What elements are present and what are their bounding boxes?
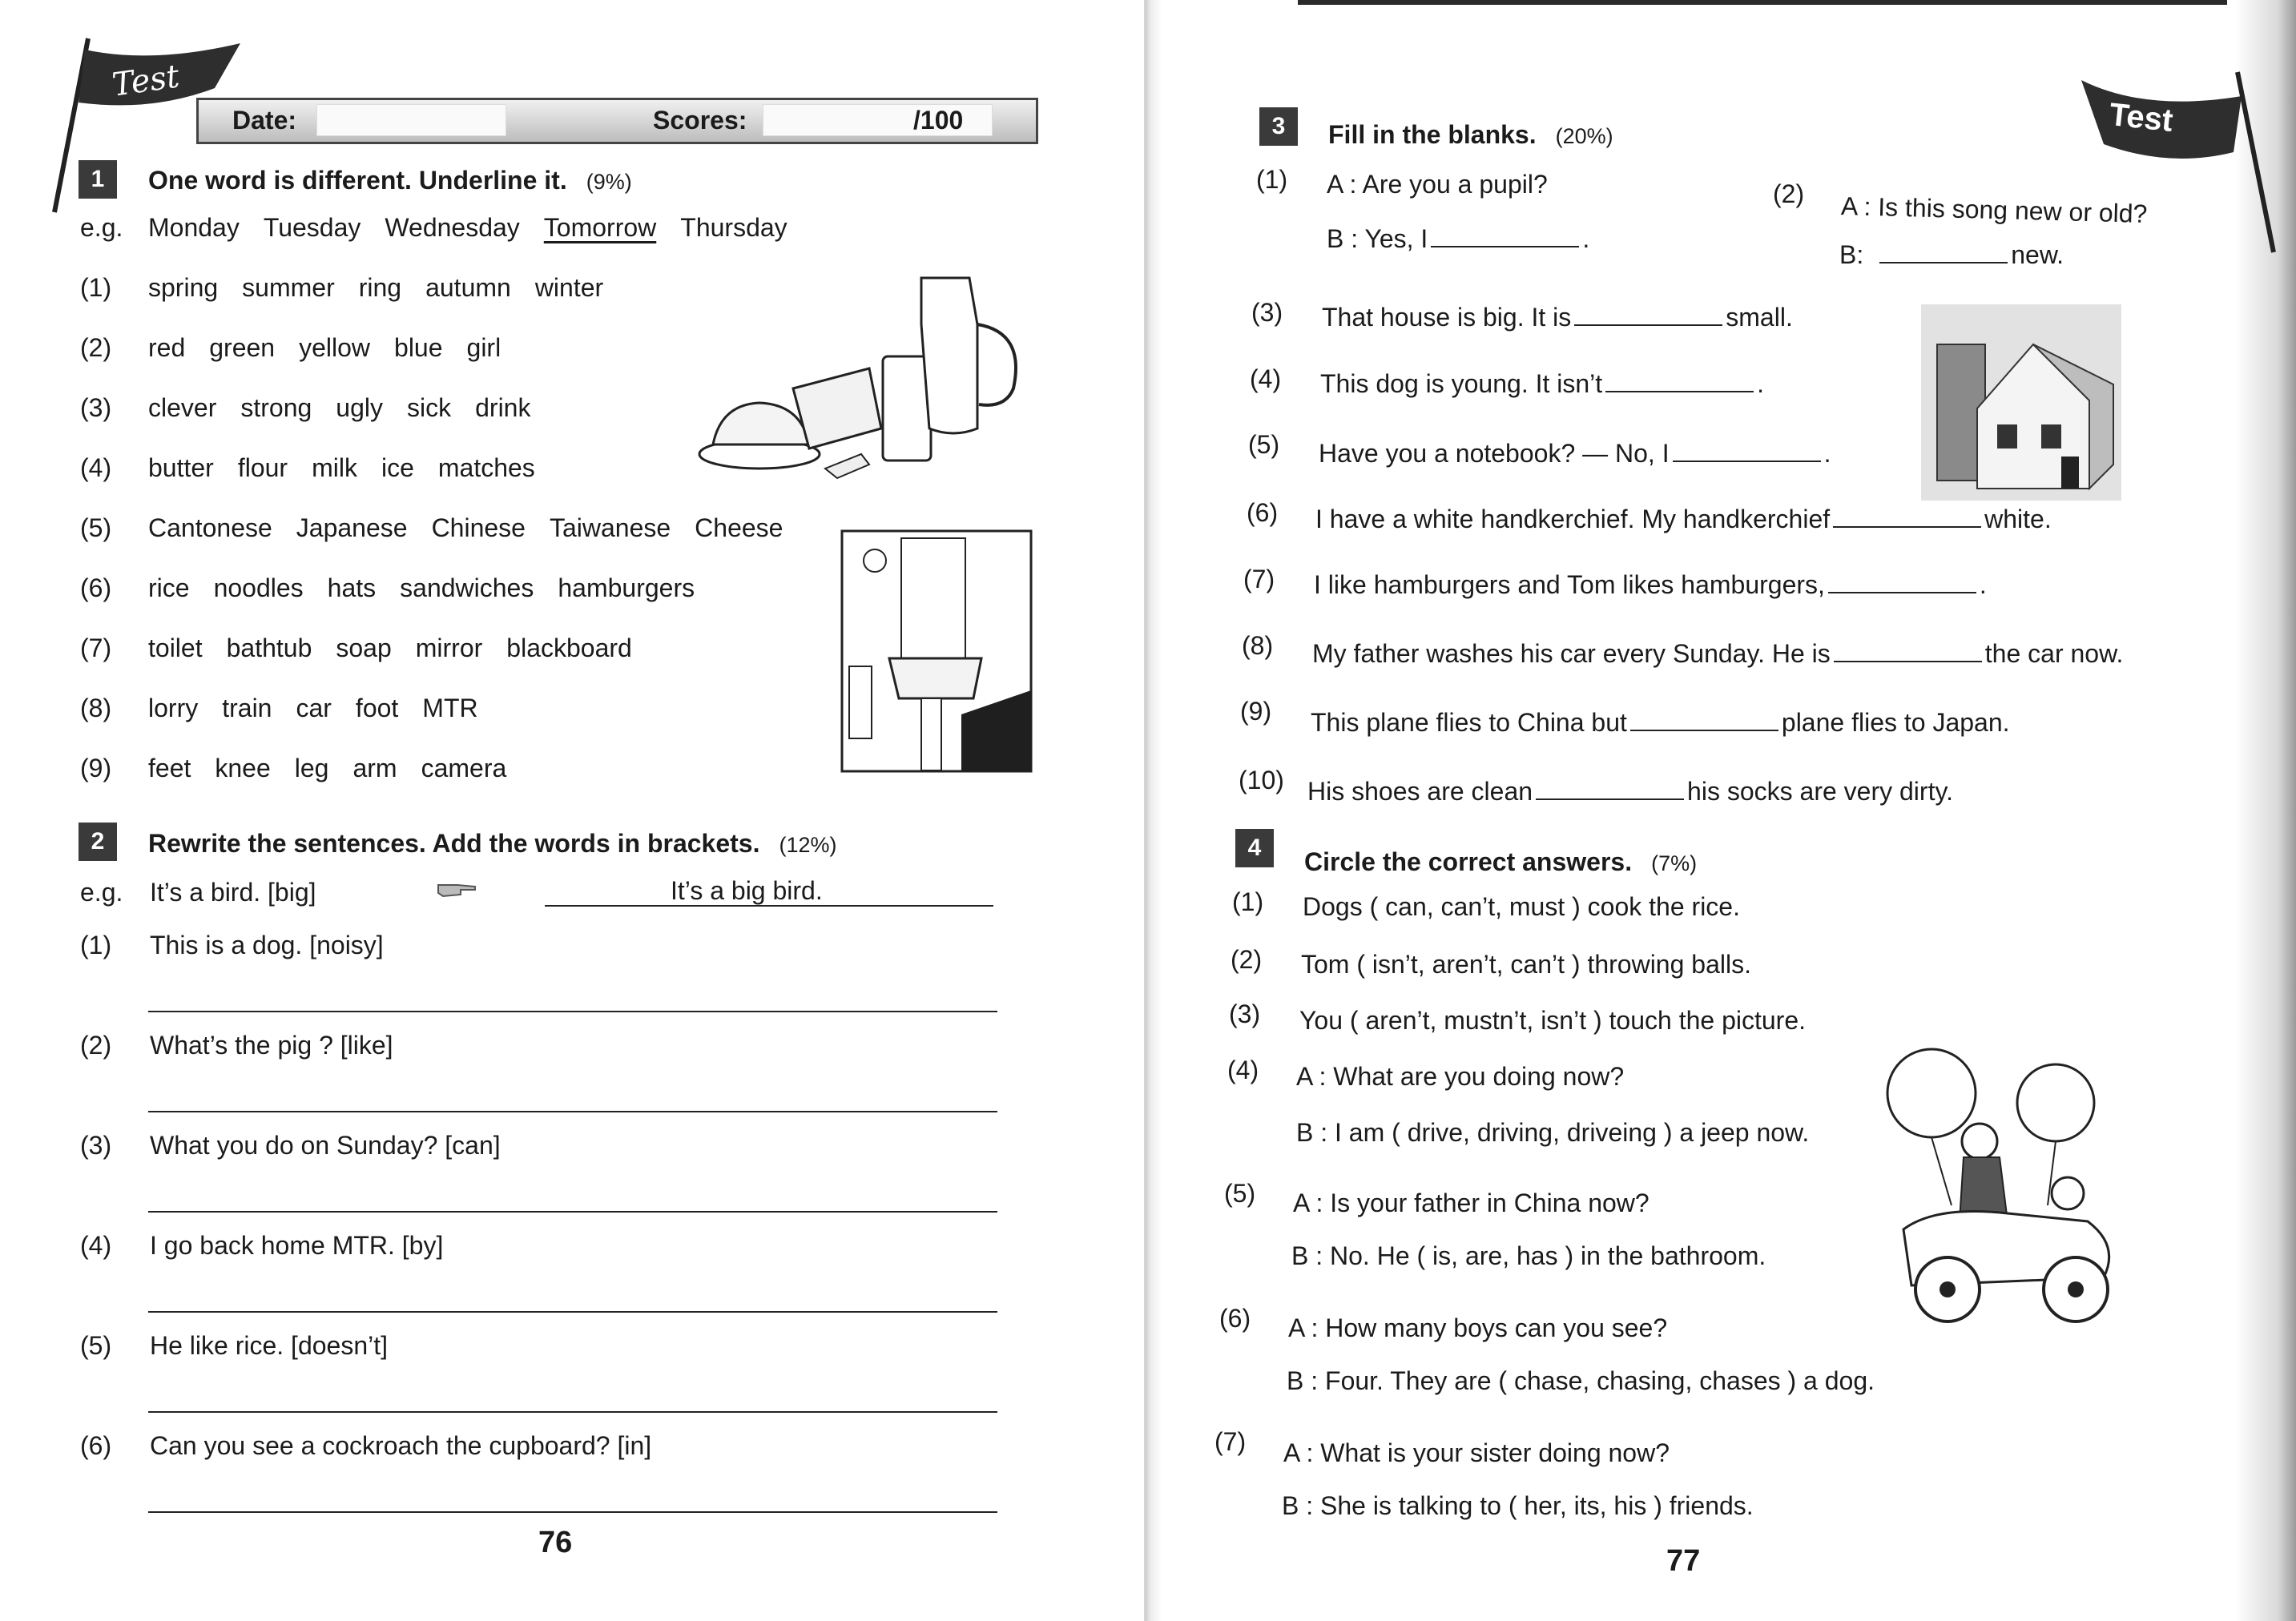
word[interactable]: noodles <box>213 573 304 602</box>
blank-before: This plane flies to China but <box>1311 708 1627 737</box>
word[interactable]: flour <box>237 453 288 482</box>
item-number: (5) <box>80 1331 112 1360</box>
word[interactable]: knee <box>215 754 271 782</box>
word[interactable]: ring <box>358 273 402 302</box>
choice-sentence[interactable]: B : No. He ( is, are, has ) in the bathroom. <box>1291 1241 1766 1270</box>
item-number: (1) <box>1232 887 1264 916</box>
section-1-number: 1 <box>79 160 117 199</box>
item-number: (2) <box>1773 179 1805 208</box>
word[interactable]: leg <box>294 754 329 782</box>
right-page <box>1144 0 2296 1621</box>
choice-sentence[interactable]: B : Four. They are ( chase, chasing, chases ) a dog. <box>1287 1366 1875 1395</box>
item-number: (2) <box>80 333 112 362</box>
word-list <box>148 573 719 603</box>
answer-line[interactable] <box>148 1511 997 1513</box>
section-1-title-text: One word is different. Underline it. <box>148 166 567 195</box>
example-words <box>148 213 812 243</box>
section-1-percent: (9%) <box>586 170 632 194</box>
date-label: Date: <box>232 106 297 135</box>
left-page <box>0 0 1144 1621</box>
item-number: (5) <box>1248 430 1280 459</box>
rewrite-prompt: He like rice. [doesn’t] <box>150 1331 389 1360</box>
item-number: (4) <box>80 1231 112 1260</box>
item-number: (8) <box>1242 631 1274 660</box>
blank-input[interactable] <box>1630 710 1778 731</box>
word[interactable]: Japanese <box>296 513 408 542</box>
word[interactable]: feet <box>148 754 191 782</box>
word[interactable]: car <box>296 694 332 722</box>
word[interactable]: train <box>222 694 272 722</box>
blank-after: white. <box>1984 505 2052 533</box>
item-number: (1) <box>1256 165 1288 194</box>
dialogue-a: A : Are you a pupil? <box>1327 170 1548 199</box>
bathroom-illustration <box>841 530 1032 772</box>
blank-input[interactable] <box>1536 779 1684 800</box>
item-number: (3) <box>1251 298 1283 327</box>
word: Wednesday <box>385 213 520 242</box>
item-number: (3) <box>1229 1000 1261 1028</box>
blank-before: I like hamburgers and Tom likes hamburgers, <box>1314 570 1825 599</box>
word-list <box>148 333 525 363</box>
word: Monday <box>148 213 240 242</box>
rewrite-prompt: Can you see a cockroach the cupboard? [in] <box>150 1431 652 1460</box>
word[interactable]: matches <box>437 453 535 482</box>
blank-after: . <box>1979 570 1987 599</box>
fill-blank-line <box>1839 240 2064 270</box>
item-number: (9) <box>80 754 112 782</box>
word[interactable]: green <box>209 333 276 362</box>
item-number: (3) <box>80 393 112 422</box>
word-list <box>148 453 559 483</box>
section-2-percent: (12%) <box>779 833 837 857</box>
item-number: (6) <box>80 1431 112 1460</box>
item-number: (1) <box>80 273 112 302</box>
word[interactable]: summer <box>242 273 335 302</box>
word-list <box>148 513 807 543</box>
word[interactable]: clever <box>148 393 217 422</box>
rewrite-prompt: I go back home MTR. [by] <box>150 1231 444 1260</box>
word[interactable]: winter <box>534 273 604 302</box>
blank-before: That house is big. It is <box>1322 303 1572 332</box>
item-number: (7) <box>80 634 112 662</box>
blank-before: His shoes are clean <box>1307 777 1533 806</box>
item-number: (2) <box>1231 945 1263 974</box>
word-list <box>148 694 502 723</box>
word[interactable]: arm <box>352 754 397 782</box>
blank-input[interactable] <box>1833 507 1981 528</box>
word[interactable]: milk <box>312 453 357 482</box>
choice-sentence[interactable]: B : She is talking to ( her, its, his ) friends. <box>1282 1491 1754 1520</box>
word[interactable]: camera <box>421 754 507 782</box>
section-3-percent: (20%) <box>1555 124 1613 148</box>
section-4-title <box>1304 847 1697 877</box>
item-number: (6) <box>80 573 112 602</box>
section-3-title-text: Fill in the blanks. <box>1328 120 1537 149</box>
word[interactable]: Taiwanese <box>549 513 671 542</box>
section-2-title-text: Rewrite the sentences. Add the words in brackets. <box>148 829 760 858</box>
fill-blank-line <box>1314 570 1987 600</box>
word[interactable]: girl <box>466 333 501 362</box>
word[interactable]: butter <box>148 453 214 482</box>
section-4-percent: (7%) <box>1651 851 1698 875</box>
date-field[interactable] <box>316 104 506 136</box>
item-number: (6) <box>1219 1304 1251 1333</box>
item-number: (4) <box>1250 364 1282 393</box>
section-2-number: 2 <box>79 823 117 861</box>
section-4-title-text: Circle the correct answers. <box>1304 847 1633 876</box>
answer-line[interactable] <box>148 1011 997 1012</box>
answer-line[interactable] <box>148 1311 997 1313</box>
item-number: (5) <box>1224 1179 1256 1208</box>
fill-blank-line <box>1320 369 1764 399</box>
word[interactable]: autumn <box>425 273 511 302</box>
word[interactable]: toilet <box>148 634 203 662</box>
blank-after: the car now. <box>1984 639 2124 668</box>
test-flag-label: Test <box>2107 96 2175 139</box>
fill-blank-line <box>1311 708 2010 738</box>
answer-line[interactable] <box>148 1211 997 1213</box>
dialogue-a: A : What is your sister doing now? <box>1283 1438 1670 1467</box>
answer-line[interactable] <box>148 1111 997 1112</box>
dialogue-a: A : Is this song new or old? <box>1840 191 2148 228</box>
blank-before: B : Yes, I <box>1327 224 1428 253</box>
word[interactable]: foot <box>355 694 399 722</box>
blank-after: his socks are very dirty. <box>1687 777 1953 806</box>
example-label: e.g. <box>80 878 123 907</box>
page-number: 76 <box>538 1526 573 1559</box>
word-list <box>148 754 530 783</box>
blank-after: small. <box>1726 303 1793 332</box>
blank-input[interactable] <box>1574 305 1722 326</box>
house-illustration <box>1921 304 2121 501</box>
item-number: (7) <box>1214 1427 1247 1456</box>
word[interactable]: yellow <box>299 333 371 362</box>
word[interactable]: lorry <box>148 694 199 722</box>
dialogue-a: A : What are you doing now? <box>1296 1062 1625 1091</box>
scores-total: /100 <box>913 106 964 135</box>
word: Thursday <box>680 213 787 242</box>
blank-input[interactable] <box>1834 642 1982 662</box>
rewrite-prompt: What you do on Sunday? [can] <box>150 1131 501 1160</box>
rewrite-prompt: This is a dog. [noisy] <box>150 931 384 959</box>
item-number: (10) <box>1239 766 1284 794</box>
word[interactable]: Cantonese <box>148 513 272 542</box>
example-answer: It’s a big bird. <box>671 876 823 905</box>
blank-before: My father washes his car every Sunday. He is <box>1312 639 1831 668</box>
blank-input[interactable] <box>1431 227 1579 247</box>
word[interactable]: blackboard <box>506 634 632 662</box>
word-list <box>148 273 627 303</box>
word[interactable]: blue <box>394 333 443 362</box>
word[interactable]: spring <box>148 273 219 302</box>
word[interactable]: hats <box>327 573 377 602</box>
item-number: (1) <box>80 931 112 959</box>
choice-sentence[interactable]: Dogs ( can, can’t, must ) cook the rice. <box>1303 892 1740 921</box>
word: Tuesday <box>263 213 361 242</box>
word[interactable]: soap <box>336 634 392 662</box>
pointing-hand-icon <box>437 879 477 899</box>
page-number: 77 <box>1666 1544 1701 1578</box>
rewrite-prompt: What’s the pig ? [like] <box>150 1031 393 1060</box>
test-flag-label: Test <box>110 58 182 104</box>
blank-after: new. <box>2011 240 2064 269</box>
item-number: (4) <box>80 453 112 482</box>
fill-blank-line <box>1322 303 1793 332</box>
blank-after: . <box>1582 224 1590 253</box>
word-list <box>148 634 656 663</box>
section-1-title <box>148 166 632 195</box>
example-label: e.g. <box>80 213 123 242</box>
fill-blank-line <box>1312 639 2123 669</box>
section-2-title <box>148 829 837 859</box>
word[interactable]: sandwiches <box>400 573 534 602</box>
item-number: (3) <box>80 1131 112 1160</box>
word[interactable]: MTR <box>422 694 478 722</box>
word[interactable]: hamburgers <box>558 573 695 602</box>
food-illustration <box>697 268 1033 485</box>
word[interactable]: rice <box>148 573 190 602</box>
scores-label: Scores: <box>653 106 747 135</box>
fill-blank-line <box>1315 505 2052 534</box>
word[interactable]: ugly <box>336 393 383 422</box>
item-number: (4) <box>1227 1056 1259 1084</box>
fill-blank-line <box>1307 777 1953 806</box>
blank-after: . <box>1823 439 1831 468</box>
word-list <box>148 393 554 423</box>
item-number: (7) <box>1243 565 1275 593</box>
blank-after: . <box>1757 369 1765 398</box>
item-number: (9) <box>1240 697 1272 726</box>
word[interactable]: bathtub <box>226 634 312 662</box>
blank-before: Have you a notebook? — No, I <box>1319 439 1670 468</box>
blank-input[interactable] <box>1828 573 1976 593</box>
choice-sentence[interactable]: B : I am ( drive, driving, driveing ) a jeep now. <box>1296 1118 1810 1147</box>
word[interactable]: strong <box>240 393 312 422</box>
section-3-number: 3 <box>1259 107 1298 146</box>
answer-line[interactable] <box>148 1411 997 1413</box>
blank-input[interactable] <box>1673 441 1821 462</box>
blank-input[interactable] <box>1879 243 2008 263</box>
item-number: (5) <box>80 513 112 542</box>
car-illustration <box>1887 1045 2120 1341</box>
choice-sentence[interactable]: Tom ( isn’t, aren’t, can’t ) throwing balls. <box>1301 950 1751 979</box>
blank-input[interactable] <box>1605 372 1754 392</box>
blank-before: B: <box>1839 240 1864 269</box>
item-number: (2) <box>80 1031 112 1060</box>
word[interactable]: mirror <box>415 634 483 662</box>
word[interactable]: sick <box>407 393 452 422</box>
word[interactable]: Chinese <box>431 513 526 542</box>
blank-before: This dog is young. It isn’t <box>1320 369 1603 398</box>
section-4-number: 4 <box>1235 829 1274 867</box>
dialogue-a: A : Is your father in China now? <box>1293 1189 1649 1217</box>
blank-after: plane flies to Japan. <box>1781 708 2010 737</box>
item-number: (8) <box>80 694 112 722</box>
word[interactable]: ice <box>381 453 414 482</box>
fill-blank-line <box>1319 439 1831 469</box>
choice-sentence[interactable]: You ( aren’t, mustn’t, isn’t ) touch the picture. <box>1299 1006 1807 1035</box>
dialogue-a: A : How many boys can you see? <box>1288 1313 1668 1342</box>
blank-before: I have a white handkerchief. My handkerchief <box>1315 505 1831 533</box>
underlined-word: Tomorrow <box>543 213 657 242</box>
word[interactable]: Cheese <box>695 513 783 542</box>
word[interactable]: drink <box>475 393 531 422</box>
word[interactable]: red <box>148 333 186 362</box>
item-number: (6) <box>1247 498 1279 527</box>
fill-blank-line <box>1327 224 1589 254</box>
section-3-title <box>1328 120 1613 150</box>
example-sentence: It’s a bird. [big] <box>150 878 316 907</box>
